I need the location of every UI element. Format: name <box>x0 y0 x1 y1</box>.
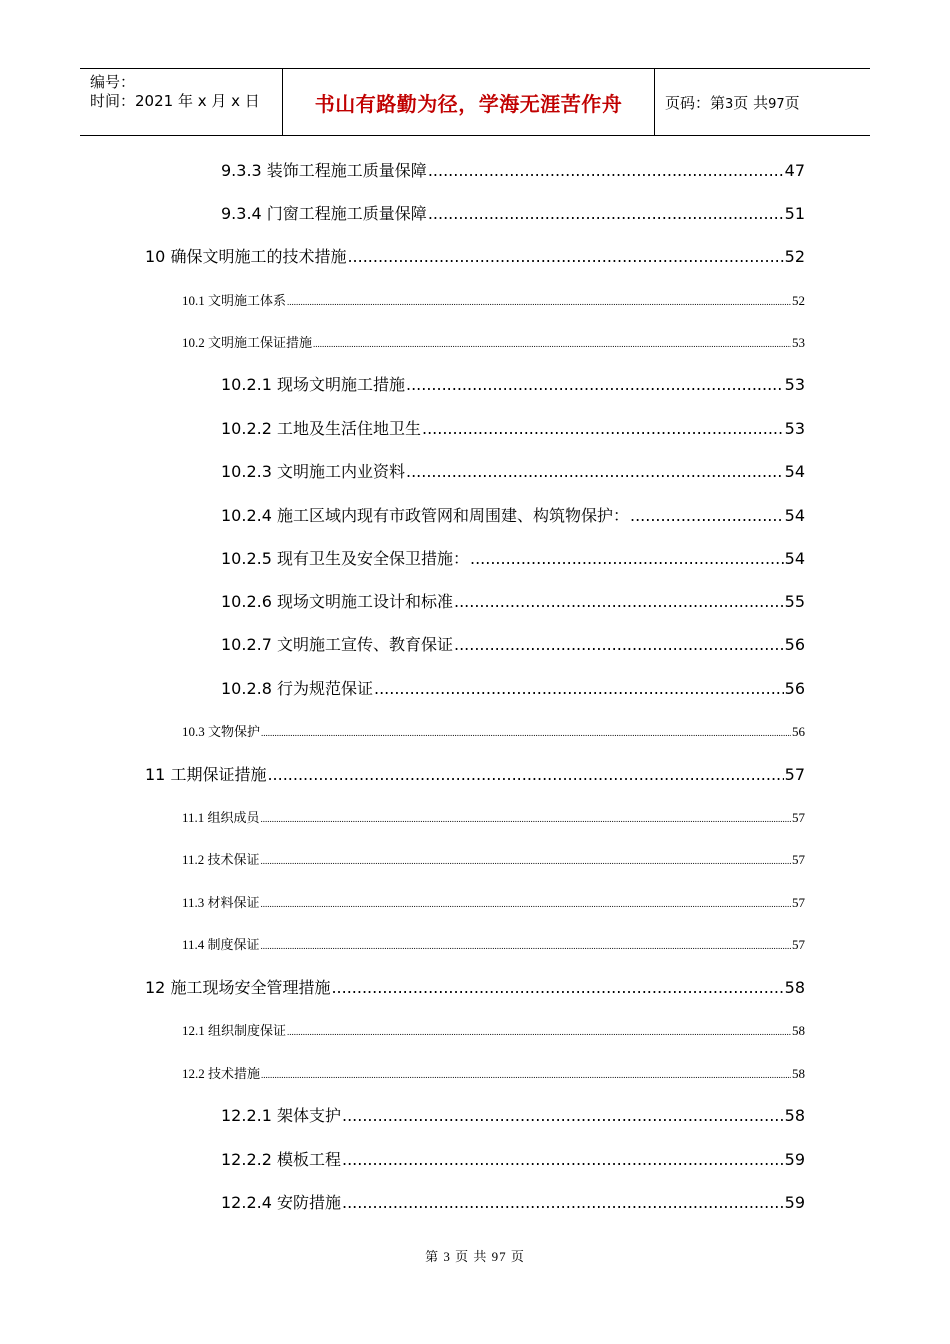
toc-entry-page: 58 <box>792 1066 805 1081</box>
toc-entry-label: 10.2.2 工地及生活住地卫生 <box>221 419 421 438</box>
toc-leader-dots <box>428 160 784 182</box>
toc-entry-page: 56 <box>784 679 805 698</box>
toc-entry-label: 10 确保文明施工的技术措施 <box>145 247 347 266</box>
toc-leader-dots <box>287 1023 791 1041</box>
toc-entry[interactable] <box>182 809 805 827</box>
toc-leader-dots <box>347 246 783 268</box>
toc-leader-dots <box>470 548 784 570</box>
toc-entry-page: 54 <box>784 506 805 525</box>
toc-entry[interactable] <box>182 334 805 352</box>
toc-entry[interactable] <box>221 634 805 656</box>
toc-entry-page: 53 <box>784 375 805 394</box>
toc-entry[interactable] <box>221 461 805 483</box>
toc-entry-label: 10.2 文明施工保证措施 <box>182 335 313 350</box>
toc-entry-label: 9.3.4 门窗工程施工质量保障 <box>221 204 427 223</box>
toc-entry-label: 11.4 制度保证 <box>182 937 260 952</box>
page-label-mid: 页 共 <box>733 93 769 112</box>
toc-leader-dots <box>261 937 791 955</box>
toc-entry-label: 10.2.7 文明施工宣传、教育保证 <box>221 635 453 654</box>
page-total: 97 <box>768 96 785 112</box>
toc-entry-label: 10.2.6 现场文明施工设计和标准 <box>221 592 453 611</box>
toc-entry-page: 59 <box>784 1193 805 1212</box>
toc-entry-label: 11.3 材料保证 <box>182 895 260 910</box>
toc-entry[interactable] <box>182 936 805 954</box>
toc-entry-page: 57 <box>792 852 805 867</box>
toc-entry[interactable] <box>145 246 805 268</box>
toc-entry-page: 59 <box>784 1150 805 1169</box>
toc-entry-label: 10.2.3 文明施工内业资料 <box>221 462 405 481</box>
toc-entry-label: 10.2.4 施工区域内现有市政管网和周围建、构筑物保护： <box>221 506 629 525</box>
toc-entry-label: 10.2.5 现有卫生及安全保卫措施： <box>221 549 469 568</box>
toc-entry-label: 11 工期保证措施 <box>145 765 267 784</box>
toc-entry-label: 11.2 技术保证 <box>182 852 260 867</box>
toc-entry[interactable] <box>182 723 805 741</box>
toc-entry-page: 57 <box>792 937 805 952</box>
page-header <box>80 68 870 136</box>
toc-leader-dots <box>261 852 791 870</box>
toc-entry[interactable] <box>182 1065 805 1083</box>
toc-leader-dots <box>422 418 784 440</box>
toc-entry-label: 10.2.1 现场文明施工措施 <box>221 375 405 394</box>
toc-entry[interactable] <box>221 678 805 700</box>
toc-leader-dots <box>261 895 791 913</box>
toc-leader-dots <box>261 724 791 742</box>
toc-entry[interactable] <box>221 1192 805 1214</box>
toc-entry-label: 12.2 技术措施 <box>182 1066 261 1081</box>
toc-entry-page: 57 <box>792 810 805 825</box>
toc-entry[interactable] <box>221 374 805 396</box>
toc-entry[interactable] <box>182 1022 805 1040</box>
toc-leader-dots <box>630 505 784 527</box>
toc-leader-dots <box>454 634 784 656</box>
toc-entry-page: 56 <box>784 635 805 654</box>
toc-leader-dots <box>454 591 784 613</box>
toc-entry-page: 54 <box>784 462 805 481</box>
toc-entry-label: 12.1 组织制度保证 <box>182 1023 287 1038</box>
toc-leader-dots <box>261 1066 791 1084</box>
toc-entry[interactable] <box>221 418 805 440</box>
toc-leader-dots <box>313 335 791 353</box>
toc-entry[interactable] <box>221 160 805 182</box>
page-label-prefix: 页码：第 <box>665 93 726 112</box>
toc-leader-dots <box>342 1105 784 1127</box>
toc-leader-dots <box>342 1149 784 1171</box>
document-time-label: 时间：2021 年 x 月 x 日 <box>90 92 260 110</box>
toc-entry-label: 10.1 文明施工体系 <box>182 293 287 308</box>
toc-entry-label: 10.3 文物保护 <box>182 724 261 739</box>
toc-leader-dots <box>374 678 784 700</box>
toc-entry-page: 58 <box>784 1106 805 1125</box>
toc-entry-label: 12.2.1 架体支护 <box>221 1106 341 1125</box>
toc-entry[interactable] <box>182 894 805 912</box>
toc-entry[interactable] <box>221 548 805 570</box>
header-motto-cell <box>282 69 655 135</box>
document-number-label: 编号： <box>90 73 136 91</box>
toc-entry-label: 11.1 组织成员 <box>182 810 260 825</box>
toc-entry[interactable] <box>221 1149 805 1171</box>
toc-entry-label: 12.2.4 安防措施 <box>221 1193 341 1212</box>
toc-entry-page: 51 <box>784 204 805 223</box>
toc-leader-dots <box>287 293 791 311</box>
toc-entry-page: 55 <box>784 592 805 611</box>
toc-entry-page: 56 <box>792 724 805 739</box>
toc-entry-page: 58 <box>792 1023 805 1038</box>
page-label-suffix: 页 <box>784 93 800 112</box>
header-page-cell <box>655 69 870 135</box>
header-motto: 书山有路勤为径，学海无涯苦作舟 <box>314 91 623 116</box>
toc-leader-dots <box>331 977 783 999</box>
header-info-cell <box>80 69 282 135</box>
toc-entry[interactable] <box>145 977 805 999</box>
toc-entry-page: 47 <box>784 161 805 180</box>
toc-entry-page: 57 <box>792 895 805 910</box>
toc-entry-page: 52 <box>784 247 805 266</box>
toc-entry-page: 57 <box>784 765 805 784</box>
toc-entry-page: 53 <box>784 419 805 438</box>
toc-entry-label: 12.2.2 模板工程 <box>221 1150 341 1169</box>
page-current: 3 <box>725 96 734 112</box>
header-page-info <box>665 92 800 113</box>
toc-leader-dots <box>342 1192 784 1214</box>
toc-entry-label: 9.3.3 装饰工程施工质量保障 <box>221 161 427 180</box>
toc-entry-label: 12 施工现场安全管理措施 <box>145 978 331 997</box>
toc-entry-page: 58 <box>784 978 805 997</box>
toc-entry[interactable] <box>221 1105 805 1127</box>
toc-entry-page: 54 <box>784 549 805 568</box>
toc-entry[interactable] <box>145 764 805 786</box>
toc-entry-label: 10.2.8 行为规范保证 <box>221 679 373 698</box>
toc-entry[interactable] <box>182 292 805 310</box>
toc-leader-dots <box>406 461 784 483</box>
toc-leader-dots <box>428 203 784 225</box>
toc-entry-page: 52 <box>792 293 805 308</box>
toc-entry[interactable] <box>221 505 805 527</box>
toc-leader-dots <box>261 810 791 828</box>
toc-leader-dots <box>267 764 783 786</box>
toc-entry[interactable] <box>182 851 805 869</box>
toc-entry[interactable] <box>221 203 805 225</box>
page-footer: 第 3 页 共 97 页 <box>425 1249 525 1264</box>
toc-entry-page: 53 <box>792 335 805 350</box>
toc-entry[interactable] <box>221 591 805 613</box>
toc-leader-dots <box>406 374 784 396</box>
